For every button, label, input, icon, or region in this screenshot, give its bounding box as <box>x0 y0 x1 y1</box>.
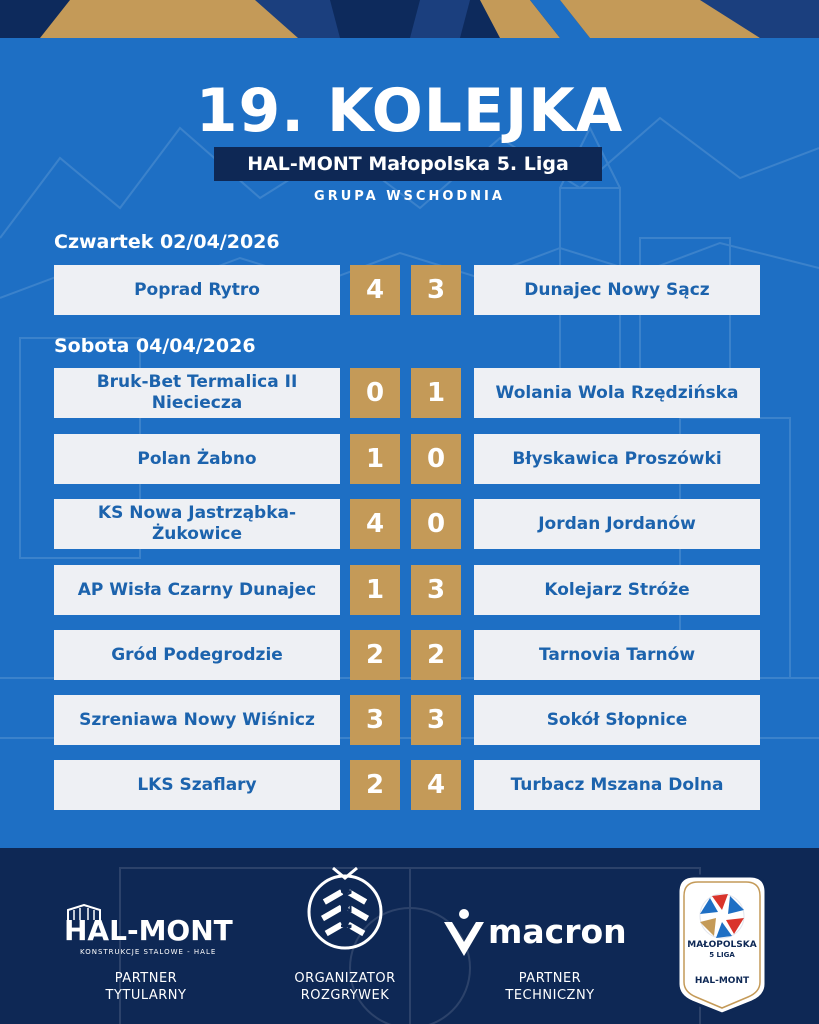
home-team: AP Wisła Czarny Dunajec <box>54 565 340 615</box>
home-score: 1 <box>350 434 400 484</box>
partner-label-line2: ROZGRYWEK <box>300 988 390 1003</box>
mzpn-crest-icon <box>305 864 385 956</box>
away-score: 0 <box>411 499 461 549</box>
badge-title: MAŁOPOLSKA <box>687 940 757 950</box>
home-score: 2 <box>350 760 400 810</box>
partners-footer <box>0 848 819 1024</box>
home-team: Bruk-Bet Termalica II Nieciecza <box>54 368 340 418</box>
away-score: 2 <box>411 630 461 680</box>
match-row <box>54 265 760 315</box>
away-team: Kolejarz Stróże <box>474 565 760 615</box>
match-row <box>54 760 760 810</box>
partner-label <box>265 970 425 1004</box>
match-row <box>54 434 760 484</box>
away-team: Sokół Słopnice <box>474 695 760 745</box>
halmont-logo-text: HAL-MONT <box>64 914 233 947</box>
home-team: Polan Żabno <box>54 434 340 484</box>
away-team: Tarnovia Tarnów <box>474 630 760 680</box>
halmont-logo-subtitle: KONSTRUKCJE STALOWE - HALE <box>80 948 217 956</box>
partner-label <box>66 970 226 1004</box>
partner-label-line1: PARTNER <box>114 971 178 986</box>
away-score: 3 <box>411 695 461 745</box>
away-team: Dunajec Nowy Sącz <box>474 265 760 315</box>
away-team: Wolania Wola Rzędzińska <box>474 368 760 418</box>
macron-logo-icon <box>442 908 486 958</box>
home-score: 4 <box>350 265 400 315</box>
league-name: HAL-MONT Małopolska 5. Liga <box>214 147 602 181</box>
match-date-heading: Czwartek 02/04/2026 <box>54 231 280 253</box>
partner-label-line2: TYTULARNY <box>105 988 187 1003</box>
partner-label-line1: ORGANIZATOR <box>294 971 396 986</box>
away-score: 3 <box>411 565 461 615</box>
home-team: KS Nowa Jastrząbka-Żukowice <box>54 499 340 549</box>
away-team: Błyskawica Proszówki <box>474 434 760 484</box>
partner-label-line1: PARTNER <box>518 971 582 986</box>
badge-subtitle: 5 LIGA <box>709 951 735 959</box>
match-row <box>54 695 760 745</box>
away-score: 1 <box>411 368 461 418</box>
home-score: 3 <box>350 695 400 745</box>
home-team: Gród Podegrodzie <box>54 630 340 680</box>
partner-label <box>470 970 630 1004</box>
match-row <box>54 499 760 549</box>
away-score: 4 <box>411 760 461 810</box>
home-score: 1 <box>350 565 400 615</box>
home-team: LKS Szaflary <box>54 760 340 810</box>
match-row <box>54 565 760 615</box>
badge-sponsor: HAL-MONT <box>694 976 750 986</box>
home-score: 0 <box>350 368 400 418</box>
home-team: Poprad Rytro <box>54 265 340 315</box>
top-decorative-band <box>0 0 819 38</box>
away-score: 0 <box>411 434 461 484</box>
group-name: GRUPA WSCHODNIA <box>314 189 505 204</box>
match-row <box>54 630 760 680</box>
round-title: 19. KOLEJKA <box>195 76 624 146</box>
match-date-heading: Sobota 04/04/2026 <box>54 335 256 357</box>
home-team: Szreniawa Nowy Wiśnicz <box>54 695 340 745</box>
partner-label-line2: TECHNICZNY <box>505 988 595 1003</box>
away-team: Jordan Jordanów <box>474 499 760 549</box>
svg-text:MZPN: MZPN <box>337 888 353 936</box>
home-score: 2 <box>350 630 400 680</box>
match-row <box>54 368 760 418</box>
home-score: 4 <box>350 499 400 549</box>
away-team: Turbacz Mszana Dolna <box>474 760 760 810</box>
top-band-pattern <box>0 0 819 38</box>
away-score: 3 <box>411 265 461 315</box>
macron-logo-text: macron <box>488 912 627 951</box>
